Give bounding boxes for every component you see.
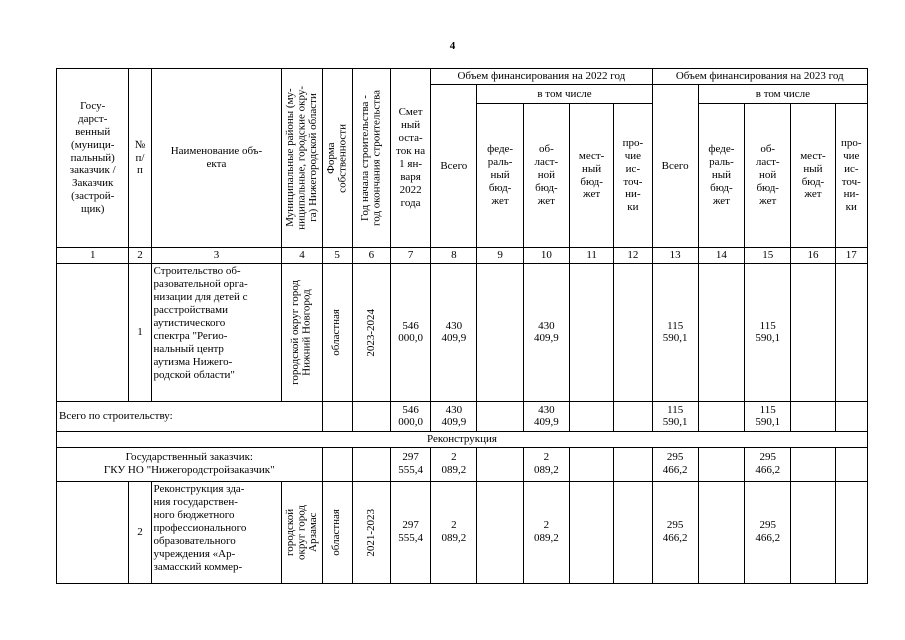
row1-years: [352, 263, 390, 401]
customer-federal-2023: [698, 447, 744, 481]
customer-federal-2022: [477, 447, 523, 481]
row1-federal-2022: [477, 263, 523, 401]
row1-num: 1: [129, 263, 151, 401]
header-row: [57, 69, 868, 85]
section-row-reconstruction: [57, 431, 868, 447]
col-number: 14: [698, 248, 744, 264]
row1-regional-2022: 430 409,9: [523, 263, 569, 401]
customer-remaining: 297 555,4: [390, 447, 430, 481]
row1-total-2022: 430 409,9: [431, 263, 477, 401]
col-number: 5: [322, 248, 352, 264]
row1-municipality-text: городской округ город Нижний Новгород: [289, 280, 313, 385]
customer-regional-2023: 295 466,2: [745, 447, 791, 481]
col-number: 16: [791, 248, 835, 264]
financing-table: [56, 68, 868, 584]
row1-ownership: [322, 263, 352, 401]
row2-federal-2023: [698, 481, 744, 583]
col-number: 7: [390, 248, 430, 264]
page-number: 4: [449, 40, 456, 52]
row1-regional-2023: 115 590,1: [745, 263, 791, 401]
header-fin-2022: Объем финансирования на 2022 год: [431, 69, 652, 85]
customer-local-2023: [791, 447, 835, 481]
customer-other-2022: [614, 447, 652, 481]
customer-total-2023: 295 466,2: [652, 447, 698, 481]
header-num: № п/ п: [129, 69, 151, 248]
header-federal-2023: феде- раль- ный бюд- жет: [698, 104, 744, 248]
construction-federal-2023: [698, 401, 744, 431]
col-number: 2: [129, 248, 151, 264]
row1-remaining: 546 000,0: [390, 263, 430, 401]
row2-municipality: [282, 481, 322, 583]
construction-local-2023: [791, 401, 835, 431]
header-total-2023: Всего: [652, 85, 698, 248]
row2-regional-2022: 2 089,2: [523, 481, 569, 583]
construction-regional-2022: 430 409,9: [523, 401, 569, 431]
col-number: 11: [569, 248, 613, 264]
construction-regional-2023: 115 590,1: [745, 401, 791, 431]
row2-years: [352, 481, 390, 583]
row2-municipality-text: городской округ город Арзамас: [283, 504, 319, 560]
customer-total-2022: 2 089,2: [431, 447, 477, 481]
header-total-2022: Всего: [431, 85, 477, 248]
row2-remaining: 297 555,4: [390, 481, 430, 583]
construction-other-2023: [835, 401, 867, 431]
row2-local-2022: [569, 481, 613, 583]
construction-total-remaining: 546 000,0: [390, 401, 430, 431]
row2-ownership-text: областная: [330, 509, 343, 556]
customer-regional-2022: 2 089,2: [523, 447, 569, 481]
row2-total-2022: 2 089,2: [431, 481, 477, 583]
col-number: 12: [614, 248, 652, 264]
customer-years: [352, 447, 390, 481]
col-number: 6: [352, 248, 390, 264]
table-row-customer: [57, 447, 868, 481]
header-local-2022: мест- ный бюд- жет: [569, 104, 613, 248]
row2-federal-2022: [477, 481, 523, 583]
col-number: 4: [282, 248, 322, 264]
row2-other-2022: [614, 481, 652, 583]
row1-other-2023: [835, 263, 867, 401]
row2-customer: [57, 481, 129, 583]
construction-other-2022: [614, 401, 652, 431]
table-row-object-1: [57, 263, 868, 401]
customer-local-2022: [569, 447, 613, 481]
row2-ownership: [322, 481, 352, 583]
header-customer: Госу- дарст- венный (муници- пальный) заказчик / Заказчик (застрой- щик): [57, 69, 129, 248]
header-federal-2022: феде- раль- ный бюд- жет: [477, 104, 523, 248]
row1-total-2023: 115 590,1: [652, 263, 698, 401]
construction-total-ownership: [322, 401, 352, 431]
col-number: 8: [431, 248, 477, 264]
col-number: 3: [151, 248, 282, 264]
row1-customer: [57, 263, 129, 401]
col-number: 10: [523, 248, 569, 264]
construction-federal-2022: [477, 401, 523, 431]
header-municipality-text: Муниципальные районы (му- ниципальные, городские окру- га) Нижегородской области: [283, 86, 319, 230]
col-number: 1: [57, 248, 129, 264]
row1-local-2023: [791, 263, 835, 401]
header-ownership: [322, 69, 352, 248]
row1-other-2022: [614, 263, 652, 401]
row2-regional-2023: 295 466,2: [745, 481, 791, 583]
header-object-name: Наименование объ- екта: [151, 69, 282, 248]
construction-local-2022: [569, 401, 613, 431]
construction-total-2023: 115 590,1: [652, 401, 698, 431]
header-fin-2023: Объем финансирования на 2023 год: [652, 69, 867, 85]
header-other-2023: про- чие ис- точ- ни- ки: [835, 104, 867, 248]
customer-other-2023: [835, 447, 867, 481]
header-including-2022: в том числе: [477, 85, 652, 104]
header-municipality: [282, 69, 322, 248]
row2-other-2023: [835, 481, 867, 583]
column-numbers-row: [57, 248, 868, 264]
col-number: 17: [835, 248, 867, 264]
header-years-text: Год начала строительства - год окончания строительства: [358, 90, 383, 226]
col-number: 15: [745, 248, 791, 264]
col-number: 13: [652, 248, 698, 264]
reconstruction-header: Реконструкция: [57, 431, 868, 447]
header-other-2022: про- чие ис- точ- ни- ки: [614, 104, 652, 248]
row2-total-2023: 295 466,2: [652, 481, 698, 583]
row1-local-2022: [569, 263, 613, 401]
customer-label: Государственный заказчик: ГКУ НО "Нижегородстройзаказчик": [57, 447, 323, 481]
row1-ownership-text: областная: [330, 309, 343, 356]
table-row-object-2: [57, 481, 868, 583]
row1-municipality: [282, 263, 322, 401]
header-regional-2022: об- ласт- ной бюд- жет: [523, 104, 569, 248]
col-number: 9: [477, 248, 523, 264]
header-including-2023: в том числе: [698, 85, 867, 104]
row1-years-text: 2023-2024: [364, 308, 377, 357]
row2-name: Реконструкция зда- ния государствен- ного бюджетного профессионального образовательного учреждения «Ар- замасский коммер-: [151, 481, 282, 583]
construction-total-2022: 430 409,9: [431, 401, 477, 431]
header-remaining: Смет ный оста- ток на 1 ян- варя 2022 года: [390, 69, 430, 248]
row2-local-2023: [791, 481, 835, 583]
row2-num: 2: [129, 481, 151, 583]
customer-ownership: [322, 447, 352, 481]
row2-years-text: 2021-2023: [364, 508, 377, 557]
row1-federal-2023: [698, 263, 744, 401]
row1-name: Строительство об- разовательной орга- низации для детей с расстройствами аутистического спектра "Регио- нальный центр аутизма Нижего- родской области": [151, 263, 282, 401]
header-regional-2023: об- ласт- ной бюд- жет: [745, 104, 791, 248]
construction-total-label: Всего по строительству:: [57, 401, 323, 431]
header-ownership-text: Форма собственности: [324, 123, 349, 193]
construction-total-years: [352, 401, 390, 431]
table-row-construction-total: [57, 401, 868, 431]
header-local-2023: мест- ный бюд- жет: [791, 104, 835, 248]
header-years: [352, 69, 390, 248]
